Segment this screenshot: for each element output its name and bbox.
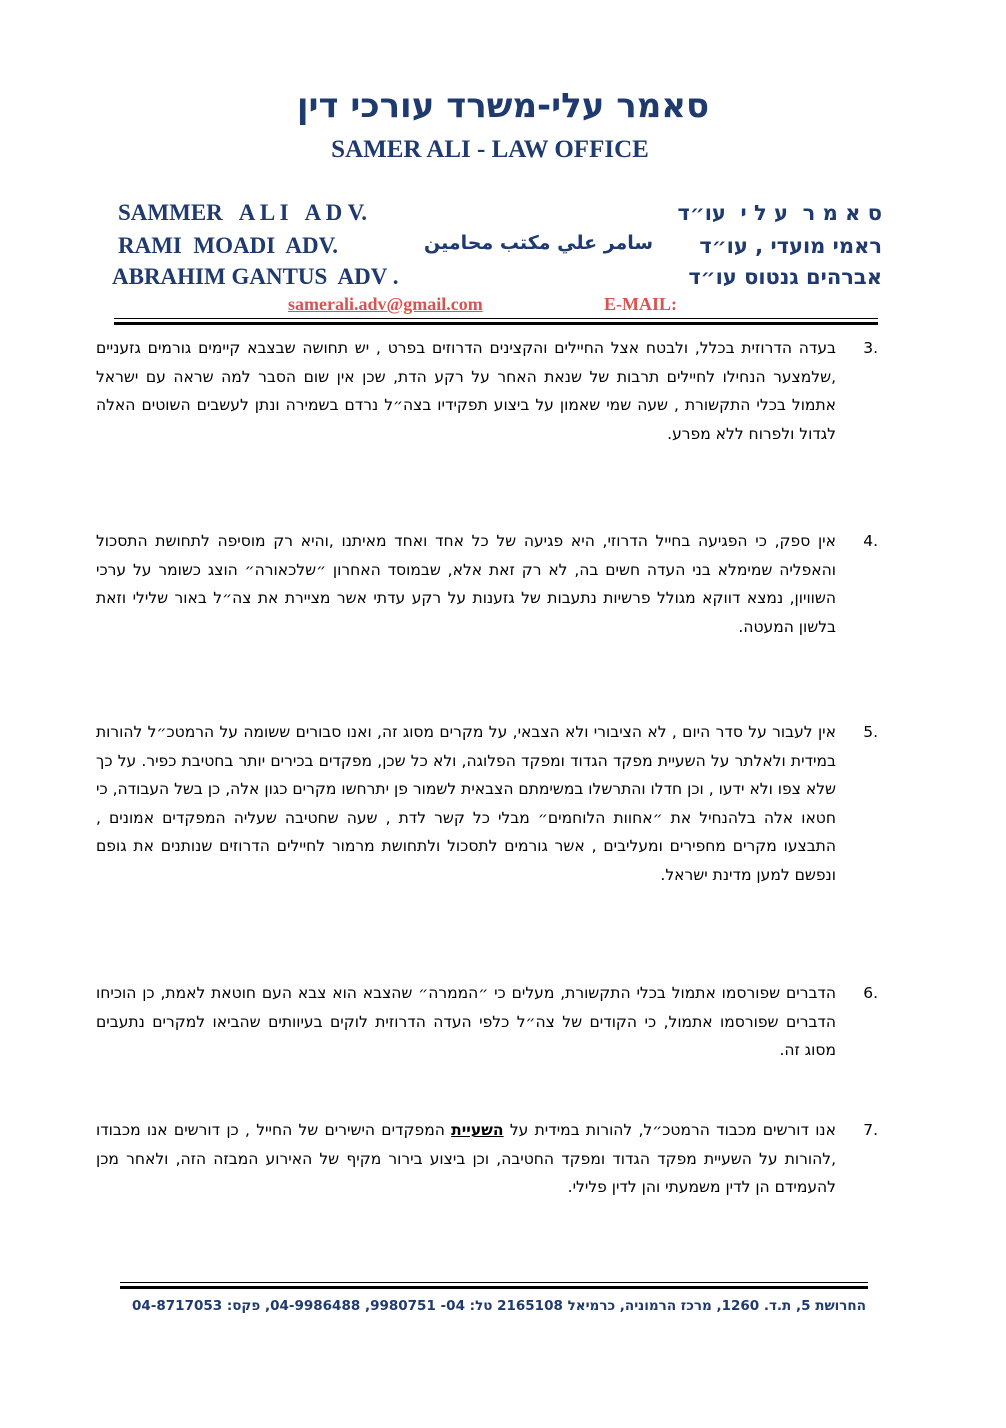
paragraph-3: בעדה הדרוזית בכלל, ולבטח אצל החיילים והקצינים הדרוזים בפרט , יש תחושה שבצבא קיימים גורמים גזעניים ,שלמצער הנחילו לחיילים תרבות של שנאת האחר על רקע הדת, שכן אין שום הסבר למה שראה עם ישראל אתמול בכלי התקשורת , שעה שמי שאמון על ביצוע תפקידיו בצה״ל נרדם בשמירה ונתן לעשבים השוטים האלה לגדול ולפרוח ללא מפרע. bbox=[96, 339, 836, 443]
lawyer-en-3: ABRAHIM GANTUS ADV . bbox=[112, 264, 399, 289]
lawyer-en-2: RAMI MOADI ADV. bbox=[118, 233, 338, 258]
paragraph-6: הדברים שפורסמו אתמול בכלי התקשורת, מעלים כי ״הממרה״ שהצבא הוא צבא העם חוטאת לאמת, כן הוכיחו הדברים שפורסמו אתמול, כי הקודים של צה״ל כלפי העדה הדרוזית לוקים בעיוותים שהביאו למקרים נתעבים מסוג זה. bbox=[96, 984, 836, 1059]
paragraph-7-text-before: אנו דורשים מכבוד הרמטכ״ל, להורות במידית על bbox=[503, 1121, 836, 1139]
office-title-english: SAMER ALI - LAW OFFICE bbox=[331, 136, 649, 163]
header-divider-thick bbox=[114, 322, 878, 325]
paragraph-7-emphasis: השעיית bbox=[451, 1121, 504, 1139]
paragraph-4: אין ספק, כי הפגיעה בחייל הדרוזי, היא פגיעה של כל אחד ואחד מאיתנו ,והיא רק מוסיפה לתחושת התסכול והאפליה שמימלא בני העדה חשים בה, לא רק זאת אלא, שבמוסד האחרון ״שלכאורה״ הוצג כשומר על ערכי השוויון, נמצא דווקא מגולל פרשיות נתעבות של גזענות על רקע עדתי אשר מציירת את צה״ל באור שלילי וזאת בלשון המעטה. bbox=[96, 532, 836, 636]
lawyer-he-3: אברהים גנטוס עו״ד bbox=[688, 265, 882, 289]
office-name-arabic: سامر علي مكتب محامين bbox=[424, 232, 654, 254]
paragraph-4-number: 4. bbox=[863, 532, 878, 550]
header-divider-thin bbox=[114, 318, 878, 319]
paragraph-7-number: 7. bbox=[863, 1121, 878, 1139]
paragraph-7 bbox=[96, 1116, 836, 1202]
lawyer-en-1: SAMMER A L I A D V. bbox=[118, 200, 368, 225]
lawyer-he-1: ס א מ ר ע ל י עו״ד bbox=[677, 201, 882, 225]
office-title-hebrew: סאמר עלי-משרד עורכי דין bbox=[296, 86, 710, 126]
paragraph-6-number: 6. bbox=[863, 984, 878, 1002]
footer-divider-thick bbox=[120, 1286, 868, 1289]
email-link[interactable]: samerali.adv@gmail.com bbox=[288, 294, 483, 314]
paragraph-5: אין לעבור על סדר היום , לא הציבורי ולא הצבאי, על מקרים מסוג זה, ואנו סבורים ששומה על הרמטכ״ל להורות במידית ולאלתר על השעיית מפקד הגדוד ומפקד הפלוגה, ולא כל שכן, מפקדים בכירים יותר בחטיבת כפיר. על כך שלא צפו ולא ידעו , וכן חדלו והתרשלו במשימתם הצבאית לשמור פן יתרחשו מקרים כגון אלה, כן בשל העבודה, כי חטאו אלה בלהנחיל את ״אחוות הלוחמים״ מבלי כל קשר לדת , שעה שחטיבה שעליה המפקדים אמונים , התבצעו מקרים מחפירים ומעליבים , אשר גורמים לתסכול ולתחושת מרמור לחיילים הדרוזים שנותנים את גופם ונפשם למען מדינת ישראל. bbox=[96, 723, 836, 884]
paragraph-3-number: 3. bbox=[863, 339, 878, 357]
footer-divider-thin bbox=[120, 1282, 868, 1283]
paragraph-5-number: 5. bbox=[863, 723, 878, 741]
lawyer-he-2: ראמי מועדי , עו״ד bbox=[699, 234, 882, 258]
footer-address: החרושת 5, ת.ד. 1260, מרכז הרמוניה, כרמיאל 2165108 טל: 04- 9980751, 04-9986488, פקס: 04-8717053 bbox=[132, 1298, 866, 1314]
email-label: E-MAIL: bbox=[604, 294, 677, 314]
paragraph-7-text-after: המפקדים הישירים של החייל , כן דורשים אנו מכבודו ,להורות על השעיית מפקד הגדוד ומפקד החטיבה, וכן ביצוע בירור מקיף של האירוע המבזה הזה, ולאחר מכן להעמידם הן לדין משמעתי והן לדין פלילי. bbox=[96, 1121, 836, 1196]
